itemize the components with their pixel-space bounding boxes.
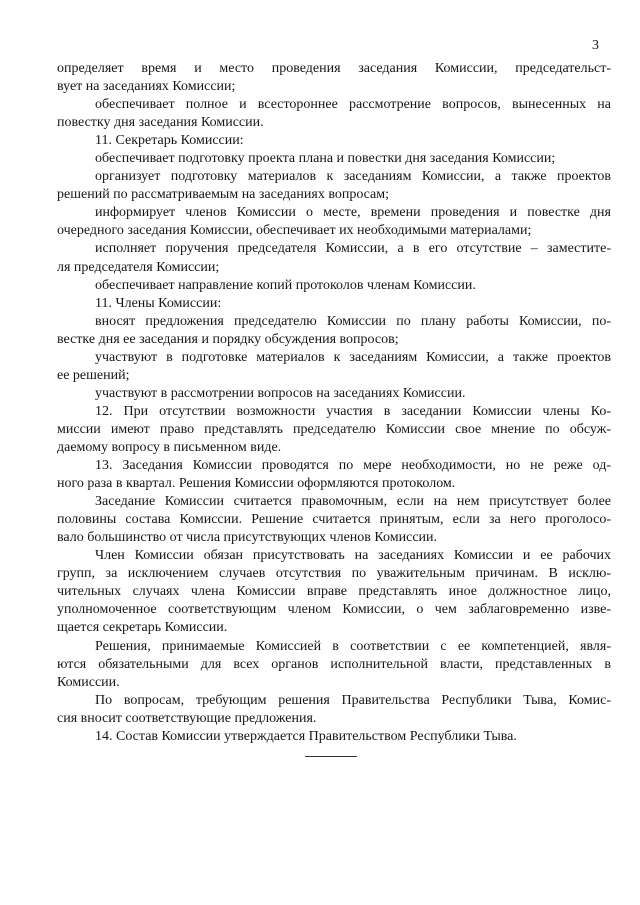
text-line: Член Комиссии обязан присутствовать на заседаниях Комиссии и ее рабочих [95,548,611,564]
text-line: половины состава Комиссии. Решение считается принятым, если за него проголосо- [57,512,611,528]
text-line: обеспечивает полное и всестороннее рассмотрение вопросов, вынесенных на [95,97,611,113]
text-line: Заседание Комиссии считается правомочным, если на нем присутствует более [95,494,611,510]
text-line: 12. При отсутствии возможности участия в заседании Комиссии члены Ко- [95,403,611,419]
text-line: 14. Состав Комиссии утверждается Правительством Республики Тыва. [95,728,517,744]
text-line: миссии имеют право представлять председателю Комиссии свое мнение по обсуж- [57,421,611,437]
text-line: ются обязательными для всех органов исполнительной власти, представленных в [57,656,611,672]
text-line: ее решений; [57,367,130,383]
text-line: Решения, принимаемые Комиссией в соответствии с ее компетенцией, явля- [95,638,611,654]
text-line: исполняет поручения председателя Комиссии, а в его отсутствие – заместите- [95,241,611,257]
text-line: определяет время и место проведения заседания Комиссии, председательст- [57,61,611,76]
text-line: участвуют в рассмотрении вопросов на заседаниях Комиссии. [95,385,466,401]
text-line: участвуют в подготовке материалов к заседаниям Комиссии, а также проектов [95,349,611,365]
text-line: Комиссии. [57,674,120,690]
section-heading: 11. Члены Комиссии: [95,295,222,311]
text-line: ного раза в квартал. Решения Комиссии оформляются протоколом. [57,476,456,492]
page-number: 3 [592,38,599,53]
text-line: вносят предложения председателю Комиссии по плану работы Комиссии, по- [95,313,611,329]
text-line: 13. Заседания Комиссии проводятся по мере необходимости, но не реже од- [95,458,611,474]
text-line: По вопросам, требующим решения Правительства Республики Тыва, Комис- [95,692,611,708]
text-line: информирует членов Комиссии о месте, времени проведения и повестке дня [95,205,611,221]
text-line: очередного заседания Комиссии, обеспечивает их необходимыми материалами; [57,223,532,239]
text-line: чительных случаях члена Комиссии вправе представлять иное должностное лицо, [57,584,611,600]
document-body [57,60,611,746]
text-line: ля председателя Комиссии; [57,259,220,275]
text-line: организует подготовку материалов к заседаниям Комиссии, а также проектов [95,169,611,185]
end-of-document-rule [305,756,357,757]
text-line: повестку дня заседания Комиссии. [57,115,264,131]
text-line: обеспечивает подготовку проекта плана и повестки дня заседания Комиссии; [95,151,556,167]
text-line: решений по рассматриваемым на заседаниях вопросам; [57,187,390,203]
text-line: уполномоченное соответствующим членом Комиссии, о чем заблаговременно изве- [57,602,611,618]
text-line: даемому вопросу в письменном виде. [57,439,282,455]
text-line: групп, за исключением случаев отсутствия по уважительным причинам. В исклю- [57,566,611,582]
text-line: вестке дня ее заседания и порядку обсуждения вопросов; [57,331,399,347]
text-line: вало большинство от числа присутствующих членов Комиссии. [57,530,438,546]
text-line: сия вносит соответствующие предложения. [57,710,317,726]
text-line: щается секретарь Комиссии. [57,620,228,636]
text-line: обеспечивает направление копий протоколов членам Комиссии. [95,277,476,293]
text-line: вует на заседаниях Комиссии; [57,79,236,95]
section-heading: 11. Секретарь Комиссии: [95,133,244,149]
